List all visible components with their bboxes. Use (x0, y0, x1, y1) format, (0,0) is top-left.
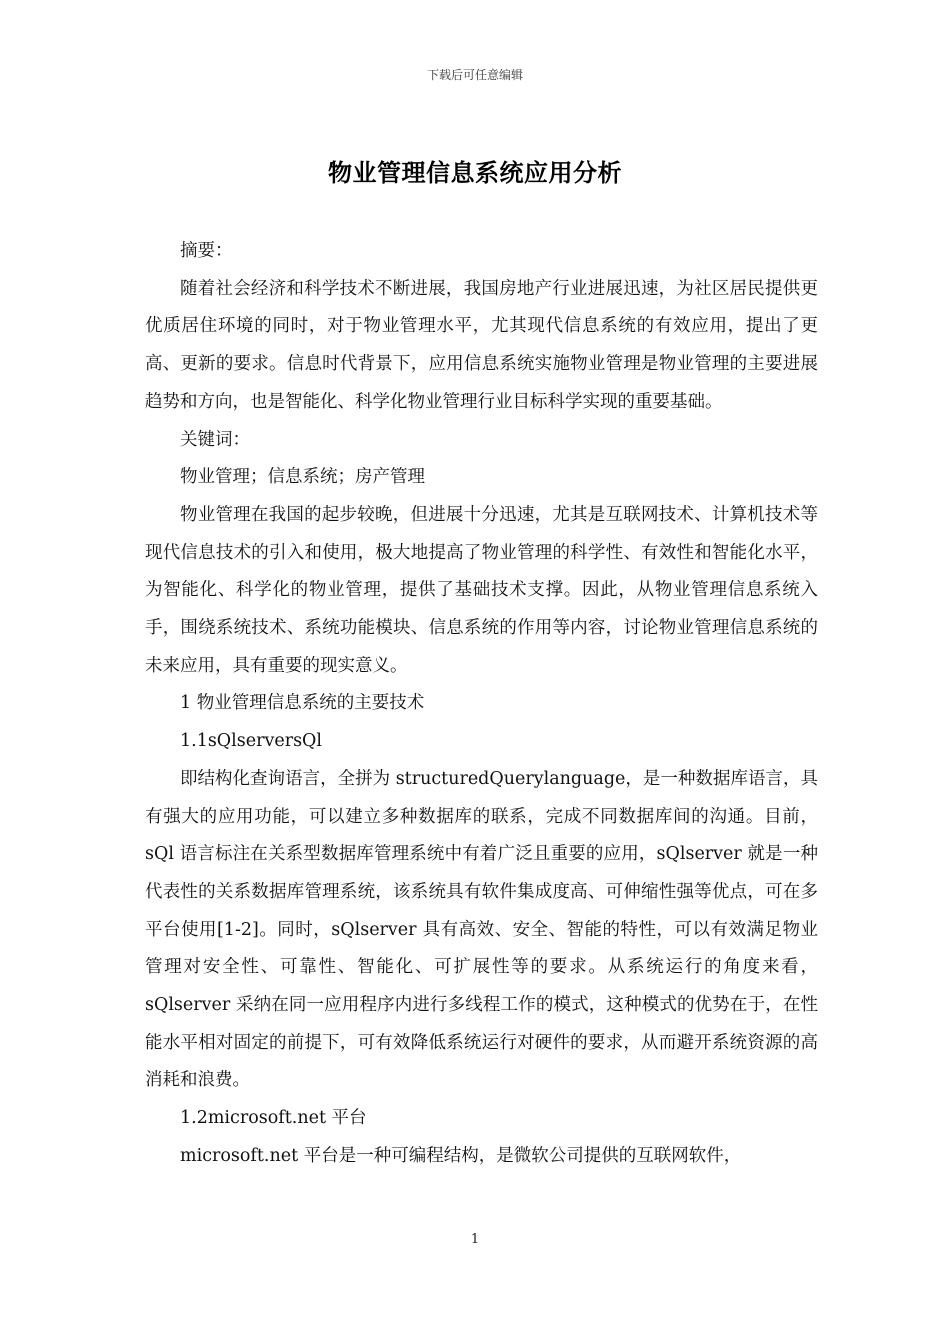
header-note: 下载后可任意编辑 (426, 68, 523, 82)
page-number: 1 (470, 1232, 480, 1247)
keywords-heading: 关键词： (180, 429, 250, 450)
abstract-heading: 摘要： (180, 241, 233, 261)
subsection-heading-1-2: 1.2microsoft.net 平台 (180, 1108, 367, 1129)
document-title: 物业管理信息系统应用分析 (328, 159, 622, 187)
intro-paragraph: 物业管理在我国的起步较晚，但进展十分迅速，尤其是互联网技术、计算机技术等现代信息技术的引入和使用，极大地提高了物业管理的科学性、有效性和智能化水平，为智能化、科学化的物业管理，提供了基础技术支撑。因此，从物业管理信息系统入手，围绕系统技术、系统功能模块、信息系统的作用等内容，讨论物业管理信息系统的未来应用，具有重要的现实意义。 (145, 504, 818, 676)
document-body (145, 233, 818, 1176)
sql-paragraph: 即结构化查询语言，全拼为 structuredQuerylanguage，是一种数据库语言，具有强大的应用功能，可以建立多种数据库的联系，完成不同数据库间的沟通。目前，sQl 语言标注在关系型数据库管理系统中有着广泛且重要的应用，sQlserver 就是一种代表性的关系数据库管理系统，该系统具有软件集成度高、可伸缩性强等优点，可在多平台使用[1-2]。同时，sQlserver 具有高效、安全、智能的特性，可以有效满足物业管理对安全性、可靠性、智能化、可扩展性等的要求。从系统运行的角度来看，sQlserver 采纳在同一应用程序内进行多线程工作的模式，这种模式的优势在于，在性能水平相对固定的前提下，可有效降低系统运行对硬件的要求，从而避开系统资源的高消耗和浪费。 (145, 768, 818, 1091)
dotnet-paragraph: microsoft.net 平台是一种可编程结构，是微软公司提供的互联网软件， (180, 1145, 742, 1166)
abstract-paragraph: 随着社会经济和科学技术不断进展，我国房地产行业进展迅速，为社区居民提供更优质居住环境的同时，对于物业管理水平，尤其现代信息系统的有效应用，提出了更高、更新的要求。信息时代背景下，应用信息系统实施物业管理是物业管理的主要进展趋势和方向，也是智能化、科学化物业管理行业目标科学实现的重要基础。 (145, 278, 818, 412)
keywords-list: 物业管理；信息系统；房产管理 (180, 467, 425, 488)
section-heading-1: 1 物业管理信息系统的主要技术 (180, 693, 425, 714)
subsection-heading-1-1: 1.1sQlserversQl (180, 731, 322, 752)
